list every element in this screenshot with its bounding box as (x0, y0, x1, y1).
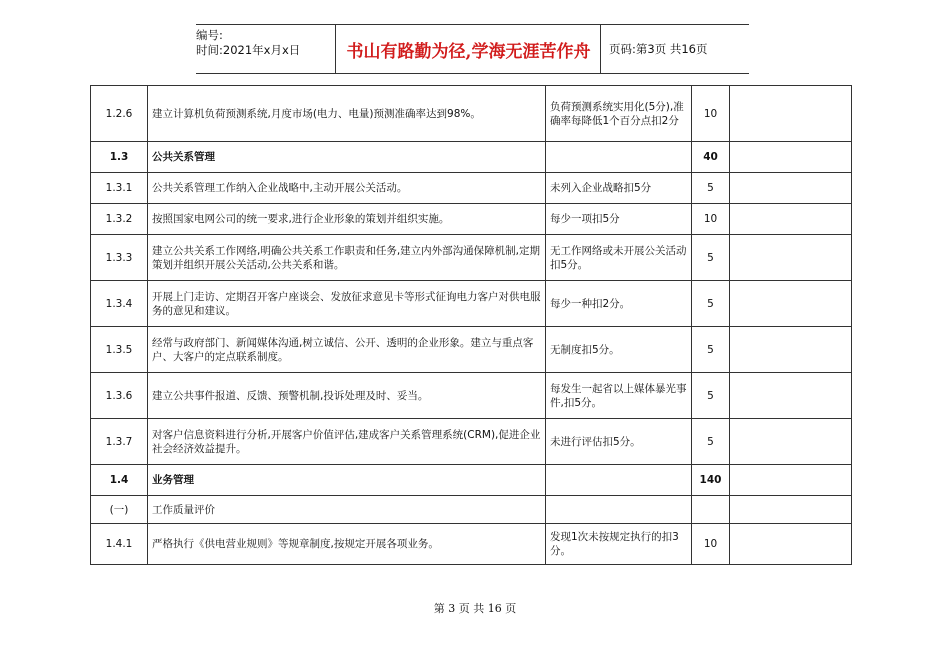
row-remark (730, 524, 852, 565)
row-content: 公共关系管理 (148, 142, 546, 173)
row-number: 1.2.6 (91, 86, 148, 142)
row-content: 按照国家电网公司的统一要求,进行企业形象的策划并组织实施。 (148, 204, 546, 235)
row-remark (730, 204, 852, 235)
row-criteria (546, 496, 692, 524)
table-row (91, 204, 852, 235)
table-row (91, 419, 852, 465)
evaluation-table (90, 85, 852, 565)
row-criteria (546, 465, 692, 496)
page-footer: 第 3 页 共 16 页 (433, 602, 517, 615)
row-number: 1.3.3 (91, 235, 148, 281)
row-score: 5 (692, 173, 730, 204)
row-content: 经常与政府部门、新闻媒体沟通,树立诚信、公开、透明的企业形象。建立与重点客户、大客户的定点联系制度。 (148, 327, 546, 373)
row-remark (730, 327, 852, 373)
row-remark (730, 281, 852, 327)
row-content: 建立计算机负荷预测系统,月度市场(电力、电量)预测准确率达到98%。 (148, 86, 546, 142)
row-criteria: 负荷预测系统实用化(5分),准确率每降低1个百分点扣2分 (546, 86, 692, 142)
row-criteria: 未进行评估扣5分。 (546, 419, 692, 465)
row-content: 建立公共事件报道、反馈、预警机制,投诉处理及时、妥当。 (148, 373, 546, 419)
row-criteria: 每少一种扣2分。 (546, 281, 692, 327)
row-content: 对客户信息资料进行分析,开展客户价值评估,建成客户关系管理系统(CRM),促进企业社会经济效益提升。 (148, 419, 546, 465)
header-page-label: 页码:第3页 共16页 (609, 42, 708, 56)
row-criteria (546, 142, 692, 173)
row-content: 公共关系管理工作纳入企业战略中,主动开展公关活动。 (148, 173, 546, 204)
row-remark (730, 419, 852, 465)
row-remark (730, 465, 852, 496)
table-row (91, 281, 852, 327)
row-score: 5 (692, 373, 730, 419)
row-remark (730, 173, 852, 204)
row-criteria: 未列入企业战略扣5分 (546, 173, 692, 204)
row-content: 开展上门走访、定期召开客户座谈会、发放征求意见卡等形式征询电力客户对供电服务的意见和建议。 (148, 281, 546, 327)
time-label: 时间:2021年x月x日 (196, 43, 301, 57)
row-criteria: 无工作网络或未开展公关活动扣5分。 (546, 235, 692, 281)
row-criteria: 无制度扣5分。 (546, 327, 692, 373)
header-motto: 书山有路勤为径,学海无涯苦作舟 (337, 25, 601, 73)
row-content: 工作质量评价 (148, 496, 546, 524)
row-number: 1.4.1 (91, 524, 148, 565)
row-score: 5 (692, 327, 730, 373)
row-number: (一) (91, 496, 148, 524)
row-remark (730, 86, 852, 142)
row-score: 40 (692, 142, 730, 173)
row-content: 建立公共关系工作网络,明确公共关系工作职责和任务,建立内外部沟通保障机制,定期策划并组织开展公关活动,公共关系和谐。 (148, 235, 546, 281)
table-row (91, 465, 852, 496)
row-score: 5 (692, 281, 730, 327)
row-number: 1.3.4 (91, 281, 148, 327)
row-remark (730, 142, 852, 173)
row-number: 1.3.7 (91, 419, 148, 465)
header-info (196, 25, 336, 73)
table-row (91, 524, 852, 565)
table-row (91, 373, 852, 419)
number-label: 编号: (196, 28, 223, 42)
row-score: 140 (692, 465, 730, 496)
row-criteria: 发现1次未按规定执行的扣3分。 (546, 524, 692, 565)
row-number: 1.3.6 (91, 373, 148, 419)
row-content: 业务管理 (148, 465, 546, 496)
table-row (91, 173, 852, 204)
row-number: 1.3 (91, 142, 148, 173)
table-row (91, 235, 852, 281)
row-number: 1.4 (91, 465, 148, 496)
table-row (91, 327, 852, 373)
row-number: 1.3.5 (91, 327, 148, 373)
row-remark (730, 373, 852, 419)
row-score (692, 496, 730, 524)
row-remark (730, 496, 852, 524)
row-score: 5 (692, 235, 730, 281)
table-row (91, 142, 852, 173)
table-row (91, 86, 852, 142)
row-remark (730, 235, 852, 281)
row-content: 严格执行《供电营业规则》等规章制度,按规定开展各项业务。 (148, 524, 546, 565)
table-row (91, 496, 852, 524)
row-score: 10 (692, 86, 730, 142)
row-number: 1.3.1 (91, 173, 148, 204)
row-score: 5 (692, 419, 730, 465)
row-criteria: 每少一项扣5分 (546, 204, 692, 235)
row-number: 1.3.2 (91, 204, 148, 235)
row-score: 10 (692, 524, 730, 565)
row-score: 10 (692, 204, 730, 235)
page-header (196, 24, 749, 74)
row-criteria: 每发生一起省以上媒体暴光事件,扣5分。 (546, 373, 692, 419)
